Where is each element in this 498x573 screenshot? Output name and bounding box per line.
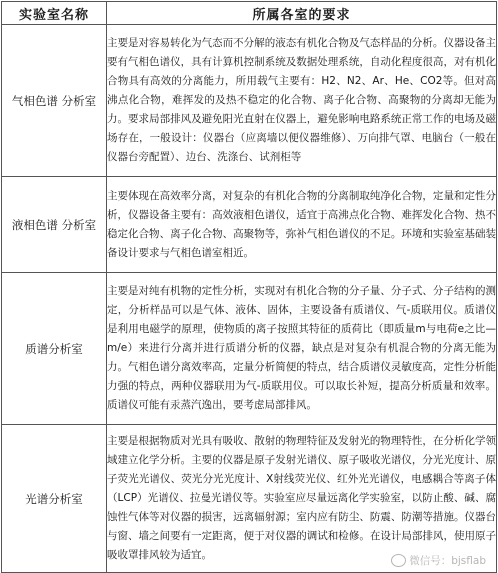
requirement-cell: 主要体现在高效率分离，对复杂的有机化合物的分离制取纯净化合物，定量和定性分析，仪器设备主要有：高效液相色谱仪，适宜于高沸点化合物、难挥发化合物、热不稳定化合物、离子化合物、高聚物等，弥补气相色谱仪的不足。环境和实验室基础装备设计要求与气相色谱室相近。 (107, 177, 497, 273)
header-requirements: 所属各室的要求 (107, 2, 497, 25)
lab-name-cell: 光谱分析室 (2, 425, 107, 573)
lab-name-cell: 气相色谱 分析室 (2, 25, 107, 177)
table-row (2, 25, 497, 177)
requirement-cell: 主要是根据物质对光具有吸收、散射的物理特征及发射光的物理特性，在分析化学领域建立化学分析。主要的仪器是原子发射光谱仪、原子吸收光谱仪，分光光度计、原子荧光光谱仪、荧光分光光度计、X射线荧光仪、红外光光谱仪，电感耦合等离子体（LCP）光谱仪、拉曼光谱仪等。实验室应尽量远离化学实验室，以防止酸、碱、腐蚀性气体等对仪器的损害，远离辐射源；室内应有防尘、防震、防潮等措施。仪器台与窗、墙之间要有一定距离，便于对仪器的调试和检修。在设计局部排风，使用原子吸收罩排风较为适宜。 (107, 425, 497, 573)
watermark-text: 微信号：bjsflab (409, 555, 486, 567)
table-row (2, 177, 497, 273)
header-lab-name: 实验室名称 (2, 2, 107, 25)
lab-name-cell: 质谱分析室 (2, 273, 107, 425)
table-row (2, 425, 497, 573)
requirement-cell: 主要是对容易转化为气态而不分解的液态有机化合物及气态样品的分析。仪器设备主要有气相色谱仪，具有计算机控制系统及数据处理系统，自动化程度很高，对有机化合物具有高效的分离能力，所用载气主要有：H2、N2、Ar、He、CO2等。但对高沸点化合物，难挥发的及热不稳定的化合物、离子化合物、高聚物的分离却无能为力。要求局部排风及避免阳光直射在仪器上，避免影响电路系统正常工作的电场及磁场存在，一般设计：仪器台（应离墙以便仪器维修）、万向排气罩、电脑台（一般在仪器台旁配置）、边台、洗涤台、试剂柜等 (107, 25, 497, 177)
table-header-row (2, 2, 497, 25)
requirement-cell: 主要是对纯有机物的定性分析，实现对有机化合物的分子量、分子式、分子结构的测定，分析样品可以是气体、液体、固体，主要设备有质谱仪、气-质联用仪。质谱仪是利用电磁学的原理，使物质的离子按照其特征的质荷比（即质量m与电荷e之比—m/e）来进行分离并进行质谱分析的仪器，缺点是对复杂有机混合物的分离无能为力。气相色谱分离效率高，定量分析简便的特点，结合质谱仪灵敏度高，定性分析能力强的特点，两种仪器联用为气-质联用仪。可以取长补短，提高分析质量和效率。质谱仪可能有汞蒸汽逸出，要考虑局部排风。 (107, 273, 497, 425)
lab-requirements-table (1, 1, 497, 573)
table-row (2, 273, 497, 425)
lab-name-cell: 液相色谱 分析室 (2, 177, 107, 273)
